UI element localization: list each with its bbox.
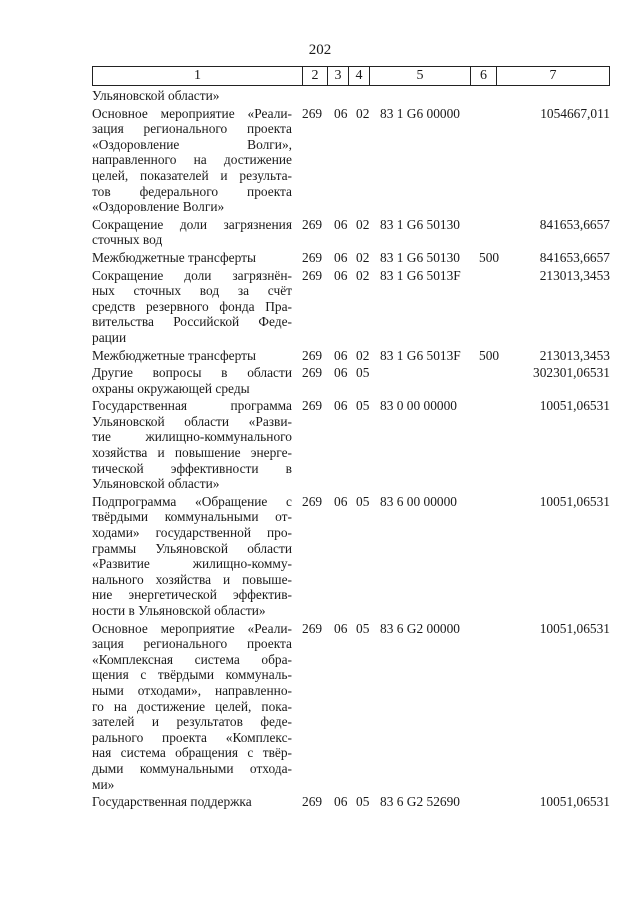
- description-line: ходами» государственной про-: [92, 525, 292, 541]
- razdel-code: 06: [334, 347, 348, 363]
- target-article-code: 83 0 00 00000: [380, 398, 457, 414]
- description-line: рального проекта «Комплекс-: [92, 729, 292, 745]
- target-article-code: 83 1 G6 50130: [380, 216, 460, 232]
- table-row: [92, 268, 610, 346]
- glava-code: 269: [302, 794, 323, 810]
- razdel-code: 06: [334, 794, 348, 810]
- column-number-4: 4: [349, 67, 370, 85]
- amount-value: 10051,06531: [539, 493, 610, 509]
- description-line: «Оздоровление Волги»,: [92, 136, 292, 152]
- amount-value: 10051,06531: [539, 794, 610, 810]
- amount-value: 10051,06531: [539, 620, 610, 636]
- table-row: [92, 250, 610, 266]
- description-line: Основное мероприятие «Реали-: [92, 105, 292, 121]
- razdel-code: 06: [334, 493, 348, 509]
- row-description: [92, 794, 292, 810]
- amount-value: 10051,06531: [539, 398, 610, 414]
- glava-code: 269: [302, 620, 323, 636]
- description-line: зателей и результатов феде-: [92, 714, 292, 730]
- podrazdel-code: 02: [356, 267, 370, 283]
- podrazdel-code: 02: [356, 105, 370, 121]
- column-number-3: 3: [328, 67, 349, 85]
- row-description: [92, 268, 292, 346]
- description-line: «Комплексная система обра-: [92, 651, 292, 667]
- description-line: Ульяновской области»: [92, 88, 220, 103]
- description-line: ми»: [92, 776, 115, 792]
- razdel-code: 06: [334, 620, 348, 636]
- description-line: твёрдыми коммунальными от-: [92, 509, 292, 525]
- description-line: Подпрограмма «Обращение с: [92, 493, 292, 509]
- description-line: направленного на достижение: [92, 152, 292, 168]
- target-article-code: 83 1 G6 5013F: [380, 347, 461, 363]
- podrazdel-code: 05: [356, 365, 370, 381]
- description-line: Межбюджетные трансферты: [92, 347, 256, 363]
- row-description: [92, 365, 292, 396]
- budget-table-body: [92, 88, 610, 812]
- description-line: Ульяновской области «Разви-: [92, 413, 292, 429]
- podrazdel-code: 05: [356, 398, 370, 414]
- razdel-code: 06: [334, 249, 348, 265]
- podrazdel-code: 02: [356, 216, 370, 232]
- table-row: [92, 217, 610, 248]
- podrazdel-code: 02: [356, 347, 370, 363]
- description-line: щения с твёрдыми коммуналь-: [92, 667, 292, 683]
- description-line: ние энергетической эффектив-: [92, 587, 292, 603]
- description-line: Государственная программа: [92, 398, 292, 414]
- description-line: дыми коммунальными отхода-: [92, 760, 292, 776]
- description-line: ности в Ульяновской области»: [92, 603, 266, 618]
- target-article-code: 83 6 00 00000: [380, 493, 457, 509]
- glava-code: 269: [302, 493, 323, 509]
- description-line: хозяйства и повышение энерге-: [92, 445, 292, 461]
- description-line: нального хозяйства и повыше-: [92, 571, 292, 587]
- description-line: вительства Российской Феде-: [92, 314, 292, 330]
- glava-code: 269: [302, 398, 323, 414]
- description-line: граммы Ульяновской области: [92, 540, 292, 556]
- row-description: [92, 494, 292, 619]
- table-row: [92, 106, 610, 215]
- description-line: средств резервного фонда Пра-: [92, 298, 292, 314]
- table-row: [92, 494, 610, 619]
- razdel-code: 06: [334, 216, 348, 232]
- razdel-code: 06: [334, 267, 348, 283]
- description-line: зация регионального проекта: [92, 121, 292, 137]
- description-line: «Оздоровление Волги»: [92, 199, 225, 215]
- description-line: Межбюджетные трансферты: [92, 249, 256, 265]
- razdel-code: 06: [334, 398, 348, 414]
- row-description: [92, 88, 292, 104]
- expense-type-code: 500: [479, 347, 500, 363]
- amount-value: 1054667,011: [540, 105, 610, 121]
- target-article-code: 83 6 G2 00000: [380, 620, 460, 636]
- target-article-code: 83 1 G6 00000: [380, 105, 460, 121]
- row-description: [92, 250, 292, 266]
- row-description: [92, 348, 292, 364]
- description-line: сточных вод: [92, 232, 163, 248]
- podrazdel-code: 05: [356, 794, 370, 810]
- table-row: [92, 348, 610, 364]
- podrazdel-code: 05: [356, 620, 370, 636]
- glava-code: 269: [302, 249, 323, 265]
- amount-value: 841653,6657: [539, 249, 610, 265]
- glava-code: 269: [302, 105, 323, 121]
- page-number: 202: [308, 42, 332, 58]
- row-description: [92, 106, 292, 215]
- glava-code: 269: [302, 216, 323, 232]
- column-number-5: 5: [370, 67, 471, 85]
- row-description: [92, 398, 292, 492]
- table-row: [92, 365, 610, 396]
- amount-value: 302301,06531: [533, 365, 610, 381]
- description-line: рации: [92, 329, 127, 345]
- description-line: Сокращение доли загрязнения: [92, 216, 292, 232]
- razdel-code: 06: [334, 365, 348, 381]
- description-line: зация регионального проекта: [92, 636, 292, 652]
- description-line: тов федерального проекта: [92, 183, 292, 199]
- podrazdel-code: 05: [356, 493, 370, 509]
- description-line: тической эффективности в: [92, 460, 292, 476]
- table-row: [92, 621, 610, 793]
- description-line: охраны окружающей среды: [92, 380, 250, 396]
- description-line: Основное мероприятие «Реали-: [92, 620, 292, 636]
- expense-type-code: 500: [479, 249, 500, 265]
- column-number-2: 2: [303, 67, 328, 85]
- column-number-1: 1: [93, 67, 303, 85]
- row-description: [92, 621, 292, 793]
- description-line: тие жилищно-коммунального: [92, 429, 292, 445]
- amount-value: 213013,3453: [539, 267, 610, 283]
- target-article-code: 83 1 G6 50130: [380, 249, 460, 265]
- description-line: Государственная поддержка: [92, 794, 252, 810]
- description-line: ными отходами», направленно-: [92, 682, 292, 698]
- description-line: го на достижение целей, пока-: [92, 698, 292, 714]
- amount-value: 841653,6657: [539, 216, 610, 232]
- description-line: Другие вопросы в области: [92, 365, 292, 381]
- column-number-6: 6: [471, 67, 497, 85]
- razdel-code: 06: [334, 105, 348, 121]
- podrazdel-code: 02: [356, 249, 370, 265]
- glava-code: 269: [302, 365, 323, 381]
- row-description: [92, 217, 292, 248]
- target-article-code: 83 6 G2 52690: [380, 794, 460, 810]
- table-column-header: [92, 66, 610, 86]
- amount-value: 213013,3453: [539, 347, 610, 363]
- description-line: Сокращение доли загрязнён-: [92, 267, 292, 283]
- description-line: целей, показателей и результа-: [92, 167, 292, 183]
- column-number-7: 7: [549, 68, 557, 83]
- glava-code: 269: [302, 267, 323, 283]
- target-article-code: 83 1 G6 5013F: [380, 267, 461, 283]
- description-line: ная система обращения с твёр-: [92, 745, 292, 761]
- description-line: ных сточных вод за счёт: [92, 283, 292, 299]
- description-line: «Развитие жилищно-комму-: [92, 556, 292, 572]
- glava-code: 269: [302, 347, 323, 363]
- table-row: [92, 88, 610, 104]
- description-line: Ульяновской области»: [92, 476, 220, 492]
- table-row: [92, 794, 610, 810]
- table-row: [92, 398, 610, 492]
